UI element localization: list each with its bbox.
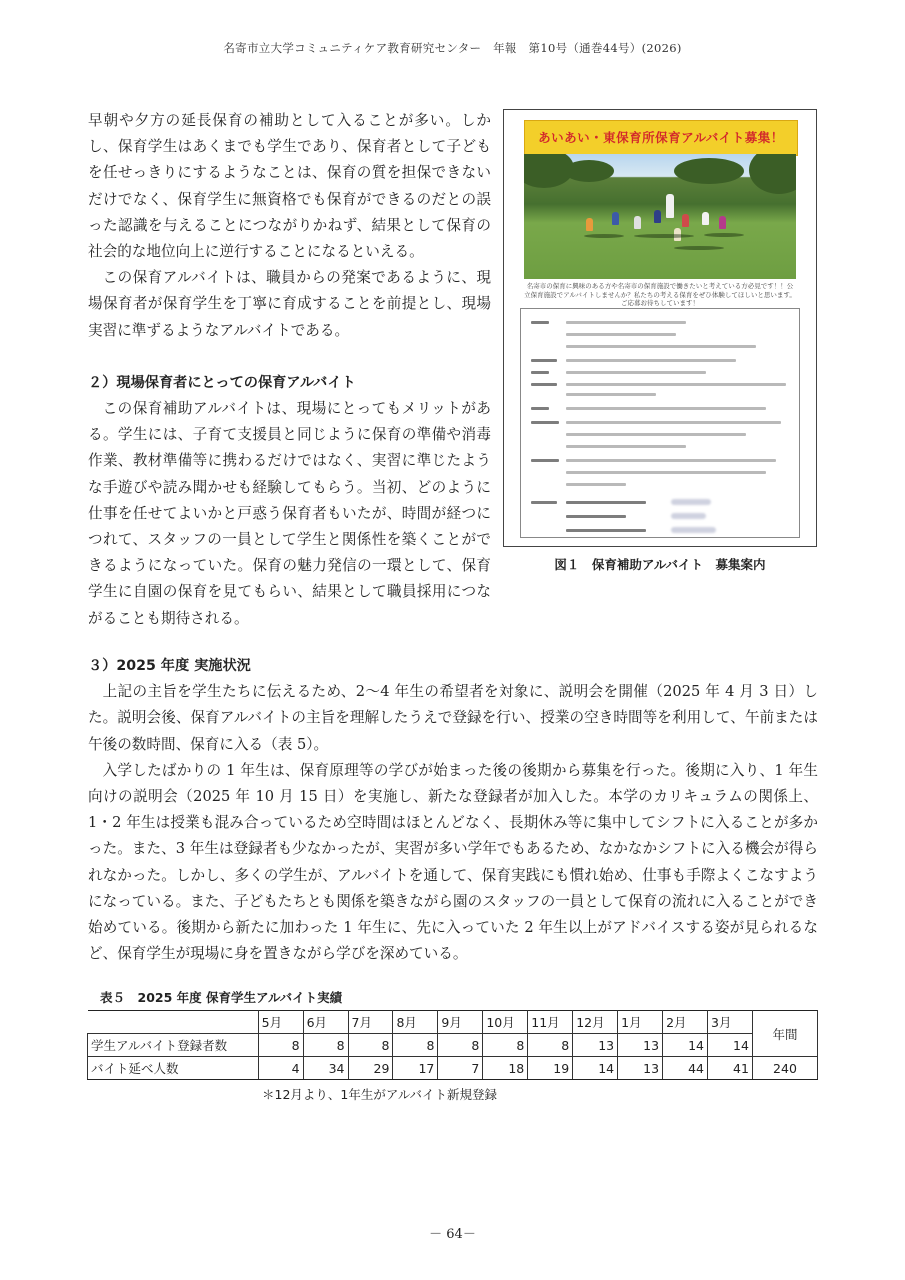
table-row (88, 1057, 818, 1080)
table-note: ＊12月より、1年生がアルバイト新規登録 (262, 1087, 497, 1102)
table-cell: 34 (303, 1057, 348, 1080)
table-cell: 13 (618, 1057, 663, 1080)
section-heading: ２）現場保育者にとっての保育アルバイト (88, 374, 356, 391)
month-header: 8月 (393, 1011, 438, 1034)
table-cell: 18 (483, 1057, 528, 1080)
paragraph: この保育補助アルバイトは、現場にとってもメリットがある。学生には、子育て支援員と同じように保育の準備や消毒作業、教材準備等に携わるだけではなく、実習に準じたような手遊びや読み聞かせも経験してもらう。当初、どのように仕事を任せてよいかと戸惑う保育者もいたが、時間が経つにつれて、スタッフの一員として学生と関係性を築くことができるようになっていた。保育の魅力発信の一環として、保育学生に自園の保育を見てもらい、結果として職員採用につながることも期待される。 (88, 400, 491, 627)
table-cell: 13 (573, 1034, 618, 1057)
table-corner (88, 1011, 259, 1034)
annual-header: 年間 (752, 1011, 817, 1057)
table-header-row (88, 1011, 818, 1034)
poster-intro-text: 名寄市の保育に興味のある方や名寄市の保育施設で働きたいと考えている方必見です！！公立保育施設でアルバイトしませんか？私たちの考える保育をぜひ体験してほしいと思います。ご応募お待ちしています！ (524, 282, 796, 307)
table-cell: 8 (393, 1034, 438, 1057)
row-label: 学生アルバイト登録者数 (88, 1034, 259, 1057)
recruitment-poster-figure (503, 109, 817, 547)
month-header: 9月 (438, 1011, 483, 1034)
running-header: 名寄市立大学コミュニティケア教育研究センター 年報 第10号（通巻44号）(2026) (223, 41, 682, 55)
month-header: 7月 (348, 1011, 393, 1034)
table-cell: 4 (258, 1057, 303, 1080)
table-cell: 17 (393, 1057, 438, 1080)
left-column (88, 108, 491, 632)
table-cell: 13 (618, 1034, 663, 1057)
table-cell: 44 (663, 1057, 708, 1080)
paragraph: 上記の主旨を学生たちに伝えるため、2〜4 年生の希望者を対象に、説明会を開催（2025 年 4 月 3 日）した。説明会後、保育アルバイトの主旨を理解したうえで登録を行い、授業の空き時間等を利用して、午前または午後の数時間、保育に入る（表 5）。 (88, 683, 818, 753)
poster-details-table (520, 308, 800, 538)
main-text (88, 653, 818, 967)
month-header: 11月 (528, 1011, 573, 1034)
table-cell: 8 (438, 1034, 483, 1057)
poster-photo (524, 154, 796, 279)
table-cell: 8 (348, 1034, 393, 1057)
table-caption: 表５ 2025 年度 保育学生アルバイト実績 (100, 990, 343, 1005)
page-number: － 64－ (429, 1227, 476, 1242)
table-cell: 8 (528, 1034, 573, 1057)
table-cell: 14 (708, 1034, 753, 1057)
paragraph: 入学したばかりの 1 年生は、保育原理等の学びが始まった後の後期から募集を行った。後期に入り、1 年生向けの説明会（2025 年 10 月 15 日）を実施し、新たな登録者が加入した。本学のカリキュラムの関係上、1・2 年生は授業も混み合っているため空時間はほとんどなく、長期休み等に集中してシフトに入ることが多かった。また、3 年生は登録者も少なかったが、実習が多い学年でもあるため、なかなかシフトに入る機会が得られなかった。しかし、多くの学生が、アルバイトを通して、保育実践にも慣れ始め、仕事も手際よくこなすようになっている。また、子どもたちとも関係を築きながら園のスタッフの一員として保育の流れに入ることができ始めている。後期から新たに加わった 1 年生に、先に入っていた 2 年生以上がアドバイスする姿が見られるなど、保育学生が現場に身を置きながら学びを深めている。 (88, 761, 818, 963)
performance-table (87, 1010, 818, 1080)
paragraph: この保育アルバイトは、職員からの発案であるように、現場保育者が保育学生を丁寧に育成することを前提とし、現場実習に準ずるようなアルバイトである。 (88, 269, 491, 339)
month-header: 10月 (483, 1011, 528, 1034)
table-cell: 41 (708, 1057, 753, 1080)
month-header: 3月 (708, 1011, 753, 1034)
table-cell: 8 (483, 1034, 528, 1057)
month-header: 12月 (573, 1011, 618, 1034)
table-cell: 29 (348, 1057, 393, 1080)
month-header: 1月 (618, 1011, 663, 1034)
table-cell: 14 (573, 1057, 618, 1080)
month-header: 5月 (258, 1011, 303, 1034)
poster-banner: あいあい・東保育所保育アルバイト募集！ (524, 120, 798, 156)
table-cell: 8 (303, 1034, 348, 1057)
table-cell: 7 (438, 1057, 483, 1080)
month-header: 2月 (663, 1011, 708, 1034)
table-row (88, 1034, 818, 1057)
month-header: 6月 (303, 1011, 348, 1034)
figure-caption: 図１ 保育補助アルバイト 募集案内 (554, 557, 766, 572)
table-cell: 14 (663, 1034, 708, 1057)
paragraph: 早朝や夕方の延長保育の補助として入ることが多い。しかし、保育学生はあくまでも学生であり、保育者として子どもを任せっきりにするようなことは、保育の質を担保できないだけでなく、保育学生に無資格でも保育ができるのだとの誤った認識を与えることにつながりかねず、結果として保育の社会的な地位向上に逆行することになるといえる。 (88, 112, 491, 261)
table-cell: 19 (528, 1057, 573, 1080)
table-cell: 8 (258, 1034, 303, 1057)
row-label: バイト延べ人数 (88, 1057, 259, 1080)
section-heading: ３）2025 年度 実施状況 (88, 658, 251, 674)
annual-total: 240 (752, 1057, 817, 1080)
